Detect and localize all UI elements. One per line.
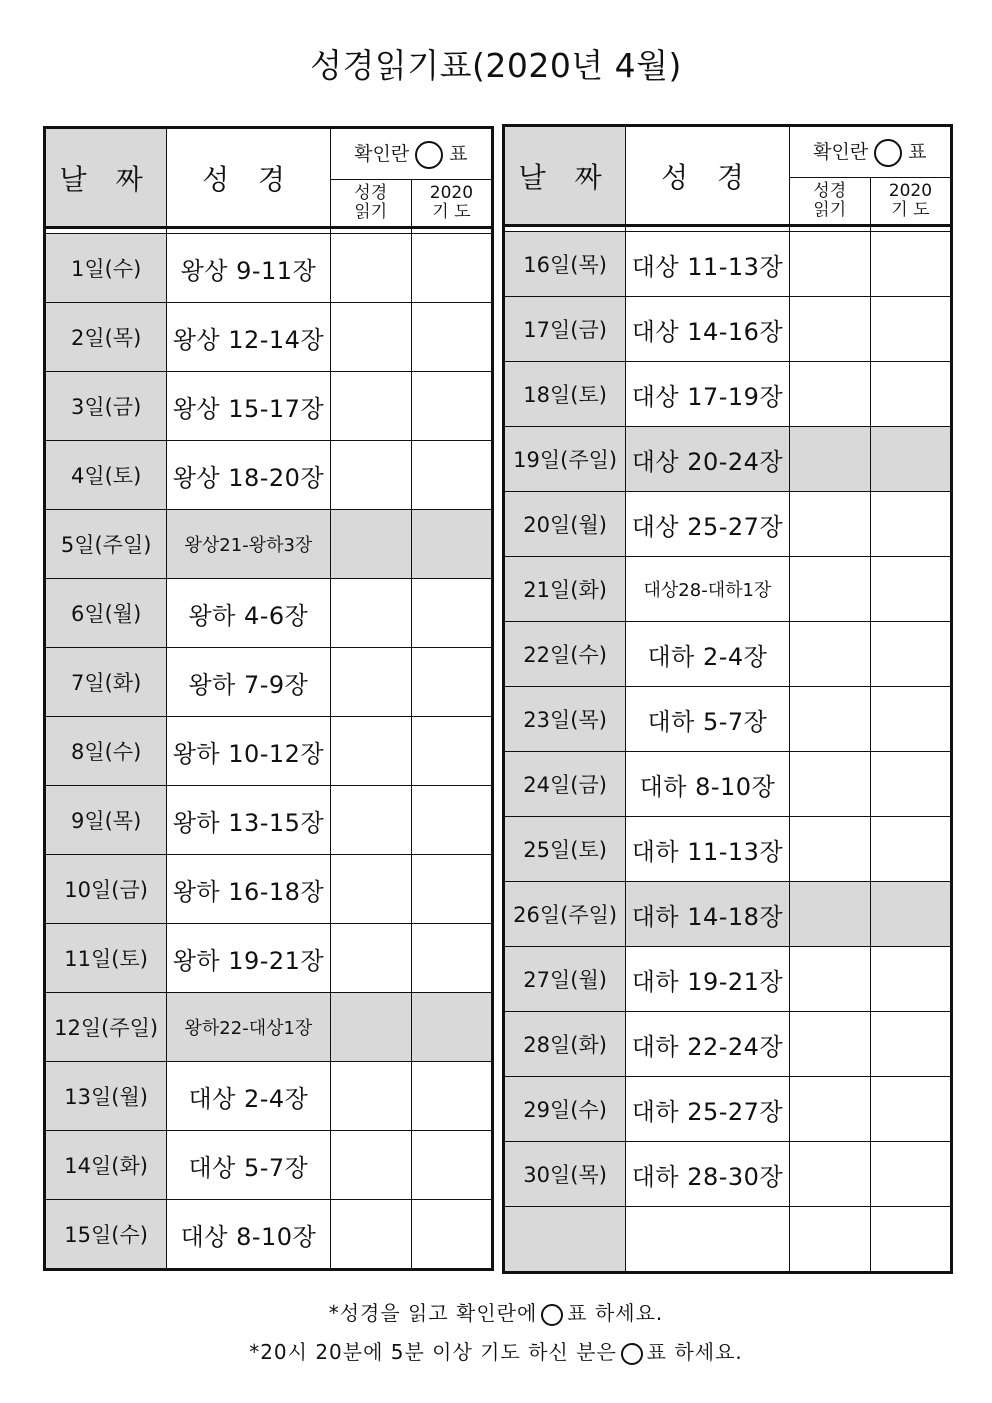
- read-check-cell[interactable]: [789, 362, 870, 427]
- read-check-cell[interactable]: [789, 752, 870, 817]
- pray-check-cell[interactable]: [870, 492, 951, 557]
- header-date: 날 짜: [504, 126, 626, 226]
- schedule-row: [504, 1207, 952, 1273]
- note-1-suffix: 표 하세요.: [567, 1301, 664, 1325]
- scripture-cell: 왕상 18-20장: [167, 441, 330, 510]
- circle-icon: [415, 141, 443, 169]
- schedule-row: [504, 687, 952, 752]
- header-check-suffix: 표: [908, 141, 927, 164]
- header-scripture: 성 경: [167, 128, 330, 228]
- date-cell: 10일(금): [45, 855, 167, 924]
- schedule-table-right: [502, 124, 953, 1274]
- scripture-cell: 대하 8-10장: [626, 752, 789, 817]
- pray-check-cell[interactable]: [411, 1131, 492, 1200]
- scripture-cell: 대하 11-13장: [626, 817, 789, 882]
- schedule-row: [45, 855, 493, 924]
- scripture-cell: 왕하 13-15장: [167, 786, 330, 855]
- read-check-cell[interactable]: [789, 232, 870, 297]
- date-cell: 21일(화): [504, 557, 626, 622]
- scripture-cell: 왕하 4-6장: [167, 579, 330, 648]
- scripture-cell: 대상 11-13장: [626, 232, 789, 297]
- header-pray: [411, 180, 492, 228]
- date-cell: 6일(월): [45, 579, 167, 648]
- schedule-row: [504, 1077, 952, 1142]
- date-cell: 2일(목): [45, 303, 167, 372]
- read-check-cell[interactable]: [330, 1062, 411, 1131]
- schedule-row: [504, 622, 952, 687]
- date-cell: 11일(토): [45, 924, 167, 993]
- read-check-cell[interactable]: [330, 579, 411, 648]
- read-check-cell[interactable]: [789, 297, 870, 362]
- date-cell: 24일(금): [504, 752, 626, 817]
- circle-icon: [874, 139, 902, 167]
- schedule-row: [504, 817, 952, 882]
- scripture-cell: 대하 5-7장: [626, 687, 789, 752]
- schedule-row: [504, 297, 952, 362]
- pray-check-cell[interactable]: [411, 372, 492, 441]
- pray-check-cell[interactable]: [411, 717, 492, 786]
- pray-check-cell[interactable]: [870, 947, 951, 1012]
- read-check-cell[interactable]: [330, 441, 411, 510]
- pray-check-cell[interactable]: [411, 786, 492, 855]
- read-check-cell[interactable]: [330, 234, 411, 303]
- header-check-label: 확인란: [813, 141, 869, 164]
- date-cell: 19일(주일): [504, 427, 626, 492]
- date-cell: 28일(화): [504, 1012, 626, 1077]
- scripture-cell: 대하 28-30장: [626, 1142, 789, 1207]
- pray-check-cell[interactable]: [870, 882, 951, 947]
- date-cell: 30일(목): [504, 1142, 626, 1207]
- note-2-suffix: 표 하세요.: [646, 1340, 743, 1364]
- header-scripture: 성 경: [626, 126, 789, 226]
- note-2-text: *20시 20분에 5분 이상 기도 하신 분은: [249, 1340, 617, 1364]
- right-body: [504, 126, 952, 1273]
- pray-check-cell[interactable]: [411, 579, 492, 648]
- header-check-label: 확인란: [354, 143, 410, 166]
- schedule-row: [45, 717, 493, 786]
- read-check-cell[interactable]: [330, 372, 411, 441]
- read-check-cell[interactable]: [789, 882, 870, 947]
- read-check-cell[interactable]: [330, 1131, 411, 1200]
- date-cell: 3일(금): [45, 372, 167, 441]
- read-check-cell[interactable]: [330, 510, 411, 579]
- schedule-row: [45, 648, 493, 717]
- scripture-cell: 왕하 16-18장: [167, 855, 330, 924]
- pray-check-cell[interactable]: [870, 1142, 951, 1207]
- schedule-row: [504, 492, 952, 557]
- scripture-cell: 왕상 9-11장: [167, 234, 330, 303]
- schedule-row: [504, 752, 952, 817]
- scripture-cell: 왕하 19-21장: [167, 924, 330, 993]
- date-cell: 20일(월): [504, 492, 626, 557]
- read-check-cell[interactable]: [330, 924, 411, 993]
- date-cell: 14일(화): [45, 1131, 167, 1200]
- pray-check-cell[interactable]: [870, 817, 951, 882]
- header-pray: [870, 178, 951, 226]
- pray-check-cell[interactable]: [870, 1012, 951, 1077]
- instruction-note-2: [0, 1336, 992, 1365]
- date-cell: 8일(수): [45, 717, 167, 786]
- scripture-cell: [626, 1207, 789, 1273]
- scripture-cell: 대상 20-24장: [626, 427, 789, 492]
- schedule-row: [45, 1062, 493, 1131]
- scripture-cell: 대상 2-4장: [167, 1062, 330, 1131]
- date-cell: 12일(주일): [45, 993, 167, 1062]
- scripture-cell: 대상 17-19장: [626, 362, 789, 427]
- date-cell: [504, 1207, 626, 1273]
- date-cell: 15일(수): [45, 1200, 167, 1270]
- read-check-cell[interactable]: [789, 1207, 870, 1273]
- scripture-cell: 대하 22-24장: [626, 1012, 789, 1077]
- scripture-cell: 왕하22-대상1장: [167, 993, 330, 1062]
- date-cell: 25일(토): [504, 817, 626, 882]
- read-check-cell[interactable]: [330, 303, 411, 372]
- header-read: [789, 178, 870, 226]
- date-cell: 7일(화): [45, 648, 167, 717]
- schedule-row: [45, 1131, 493, 1200]
- read-check-cell[interactable]: [789, 687, 870, 752]
- schedule-row: [45, 1200, 493, 1270]
- header-check: [330, 128, 492, 180]
- read-check-cell[interactable]: [330, 786, 411, 855]
- date-cell: 1일(수): [45, 234, 167, 303]
- header-read: [330, 180, 411, 228]
- schedule-row: [504, 882, 952, 947]
- date-cell: 22일(수): [504, 622, 626, 687]
- pray-check-cell[interactable]: [870, 232, 951, 297]
- scripture-cell: 대상 25-27장: [626, 492, 789, 557]
- schedule-row: [504, 362, 952, 427]
- read-check-cell[interactable]: [789, 1077, 870, 1142]
- schedule-row: [45, 372, 493, 441]
- read-check-cell[interactable]: [789, 1142, 870, 1207]
- read-check-cell[interactable]: [789, 947, 870, 1012]
- read-check-cell[interactable]: [789, 557, 870, 622]
- date-cell: 9일(목): [45, 786, 167, 855]
- pray-check-cell[interactable]: [411, 303, 492, 372]
- scripture-cell: 대하 19-21장: [626, 947, 789, 1012]
- schedule-row: [504, 232, 952, 297]
- pray-check-cell[interactable]: [870, 622, 951, 687]
- read-check-cell[interactable]: [789, 492, 870, 557]
- header-pray-label: 2020 기 도: [429, 183, 474, 222]
- read-check-cell[interactable]: [789, 427, 870, 492]
- pray-check-cell[interactable]: [411, 1200, 492, 1270]
- read-check-cell[interactable]: [330, 855, 411, 924]
- date-cell: 17일(금): [504, 297, 626, 362]
- schedule-row: [45, 786, 493, 855]
- schedule-row: [45, 579, 493, 648]
- schedule-row: [504, 1012, 952, 1077]
- pray-check-cell[interactable]: [411, 510, 492, 579]
- scripture-cell: 왕상 12-14장: [167, 303, 330, 372]
- schedule-row: [504, 947, 952, 1012]
- header-check-suffix: 표: [449, 143, 468, 166]
- schedule-table-left: [43, 126, 494, 1271]
- note-1-text: *성경을 읽고 확인란에: [328, 1301, 538, 1325]
- circle-icon: [621, 1343, 643, 1365]
- date-cell: 18일(토): [504, 362, 626, 427]
- pray-check-cell[interactable]: [870, 752, 951, 817]
- page-title: 성경읽기표(2020년 4월): [310, 46, 682, 85]
- schedule-row: [45, 441, 493, 510]
- date-cell: 16일(목): [504, 232, 626, 297]
- circle-icon: [541, 1304, 563, 1326]
- read-check-cell[interactable]: [330, 993, 411, 1062]
- pray-check-cell[interactable]: [870, 427, 951, 492]
- header-date: 날 짜: [45, 128, 167, 228]
- schedule-row: [45, 510, 493, 579]
- scripture-cell: 대상 5-7장: [167, 1131, 330, 1200]
- date-cell: 27일(월): [504, 947, 626, 1012]
- schedule-row: [504, 1142, 952, 1207]
- read-check-cell[interactable]: [330, 1200, 411, 1270]
- read-check-cell[interactable]: [789, 1012, 870, 1077]
- header-pray-label: 2020 기 도: [888, 181, 933, 220]
- read-check-cell[interactable]: [330, 717, 411, 786]
- date-cell: 5일(주일): [45, 510, 167, 579]
- header-read-label: 성경 읽기: [354, 183, 388, 222]
- schedule-row: [45, 234, 493, 303]
- date-cell: 29일(수): [504, 1077, 626, 1142]
- pray-check-cell[interactable]: [411, 855, 492, 924]
- scripture-cell: 왕상 15-17장: [167, 372, 330, 441]
- read-check-cell[interactable]: [789, 817, 870, 882]
- instruction-note-1: [0, 1297, 992, 1326]
- read-check-cell[interactable]: [789, 622, 870, 687]
- scripture-cell: 대상 8-10장: [167, 1200, 330, 1270]
- pray-check-cell[interactable]: [411, 234, 492, 303]
- header-read-label: 성경 읽기: [813, 181, 847, 220]
- pray-check-cell[interactable]: [411, 993, 492, 1062]
- pray-check-cell[interactable]: [870, 1207, 951, 1273]
- scripture-cell: 왕하 10-12장: [167, 717, 330, 786]
- scripture-cell: 대하 2-4장: [626, 622, 789, 687]
- date-cell: 26일(주일): [504, 882, 626, 947]
- schedule-row: [45, 303, 493, 372]
- header-check: [789, 126, 951, 178]
- pray-check-cell[interactable]: [870, 1077, 951, 1142]
- schedule-row: [504, 427, 952, 492]
- pray-check-cell[interactable]: [411, 1062, 492, 1131]
- read-check-cell[interactable]: [330, 648, 411, 717]
- scripture-cell: 대상 14-16장: [626, 297, 789, 362]
- date-cell: 13일(월): [45, 1062, 167, 1131]
- scripture-cell: 대상28-대하1장: [626, 557, 789, 622]
- pray-check-cell[interactable]: [411, 648, 492, 717]
- scripture-cell: 왕상21-왕하3장: [167, 510, 330, 579]
- schedule-row: [45, 924, 493, 993]
- schedule-row: [504, 557, 952, 622]
- pray-check-cell[interactable]: [411, 924, 492, 993]
- scripture-cell: 대하 14-18장: [626, 882, 789, 947]
- schedule-row: [45, 993, 493, 1062]
- pray-check-cell[interactable]: [411, 441, 492, 510]
- scripture-cell: 왕하 7-9장: [167, 648, 330, 717]
- date-cell: 23일(목): [504, 687, 626, 752]
- pray-check-cell[interactable]: [870, 362, 951, 427]
- pray-check-cell[interactable]: [870, 557, 951, 622]
- date-cell: 4일(토): [45, 441, 167, 510]
- left-body: [45, 128, 493, 1270]
- pray-check-cell[interactable]: [870, 297, 951, 362]
- pray-check-cell[interactable]: [870, 687, 951, 752]
- scripture-cell: 대하 25-27장: [626, 1077, 789, 1142]
